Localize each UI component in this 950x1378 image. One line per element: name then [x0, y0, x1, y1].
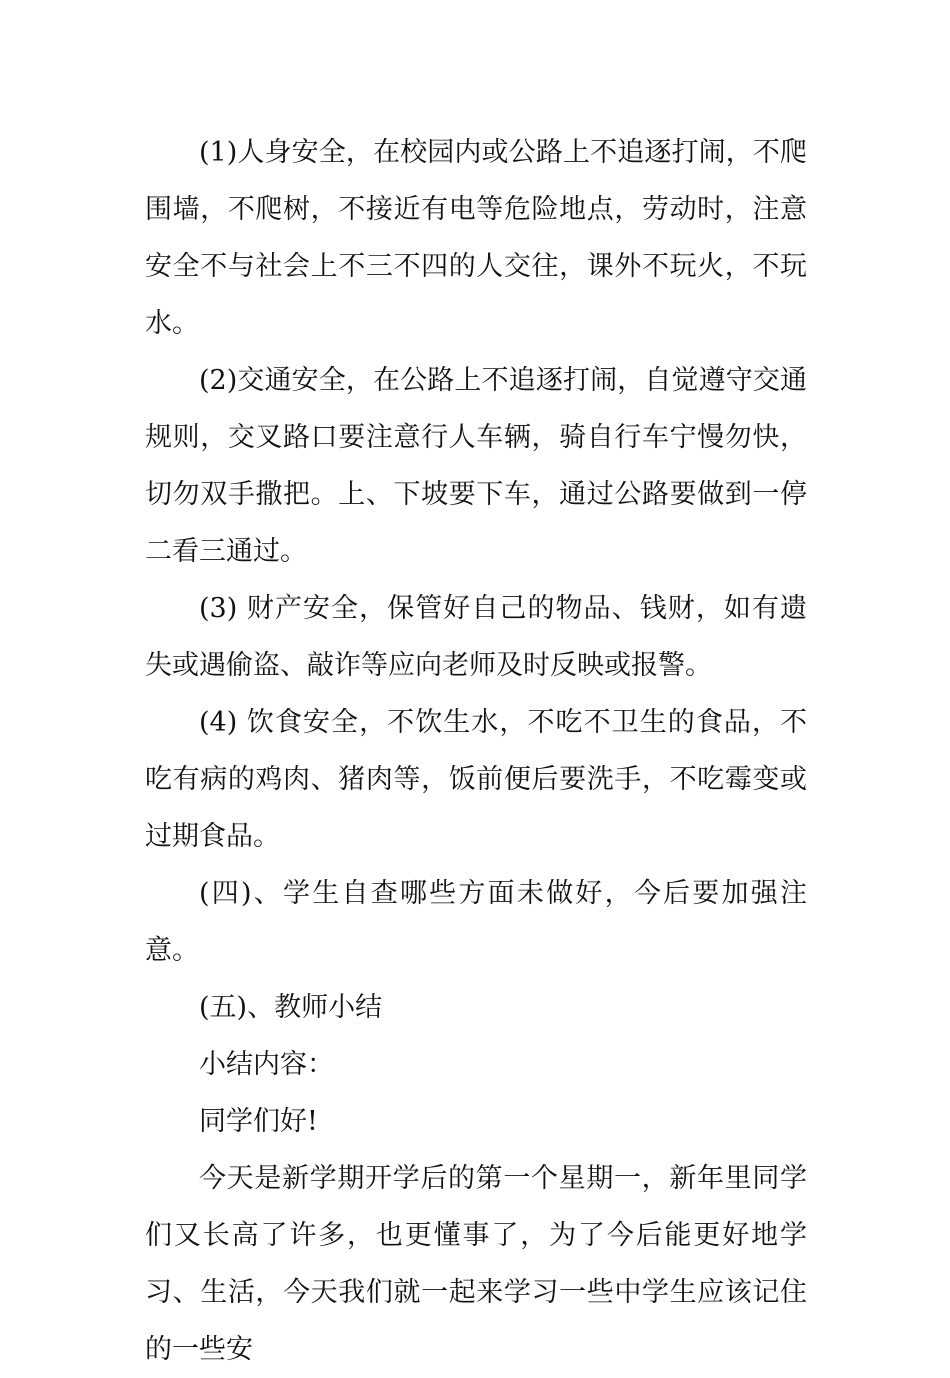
paragraph-greeting: 同学们好! [199, 1106, 318, 1137]
paragraph-opening-remarks: 今天是新学期开学后的第一个星期一，新年里同学们又长高了许多，也更懂事了，为了今后能更好地学习、生活，今天我们就一起来学习一些中学生应该记住的一些安 [145, 1163, 807, 1365]
paragraph-traffic-safety: (2)交通安全，在公路上不追逐打闹，自觉遵守交通规则，交叉路口要注意行人车辆，骑自行车宁慢勿快，切勿双手撒把。上、下坡要下车，通过公路要做到一停二看三通过。 [145, 365, 807, 567]
paragraph-food-safety: (4) 饮食安全，不饮生水，不吃不卫生的食品，不吃有病的鸡肉、猪肉等，饭前便后要洗手，不吃霉变或过期食品。 [145, 707, 807, 852]
paragraph-personal-safety: (1)人身安全，在校园内或公路上不追逐打闹，不爬围墙，不爬树，不接近有电等危险地点，劳动时，注意安全不与社会上不三不四的人交往，课外不玩火，不玩水。 [145, 137, 807, 339]
paragraph-summary-content-label: 小结内容： [199, 1049, 334, 1080]
paragraph-property-safety: (3) 财产安全，保管好自己的物品、钱财，如有遗失或遇偷盗、敲诈等应向老师及时反映或报警。 [145, 593, 807, 681]
paragraph-self-check: (四)、学生自查哪些方面未做好，今后要加强注意。 [145, 878, 807, 966]
paragraph-teacher-summary-heading: (五)、教师小结 [199, 992, 383, 1023]
document-body [145, 124, 807, 1378]
